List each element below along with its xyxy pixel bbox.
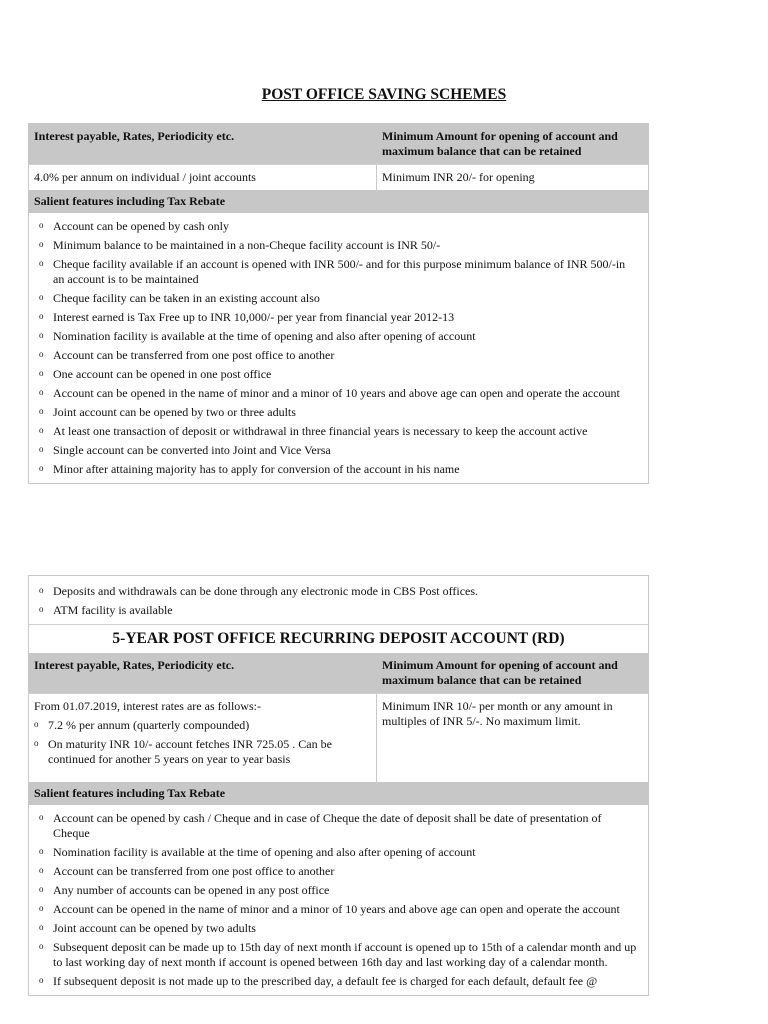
rd-feature-item-text: If subsequent deposit is not made up to the prescribed day, a default fee is charged for each default, default fee @ <box>53 974 598 988</box>
savings-feature-item-text: Interest earned is Tax Free up to INR 10,000/- per year from financial year 2012-13 <box>53 310 455 324</box>
savings-feature-item-text: Cheque facility can be taken in an existing account also <box>53 291 320 305</box>
rd-rate-intro: From 01.07.2019, interest rates are as follows:- <box>34 699 261 713</box>
savings-header-row <box>29 124 648 164</box>
bullet-icon: o <box>39 585 44 595</box>
savings-feature-item <box>39 329 638 344</box>
savings-col2-header: Minimum Amount for opening of account and maximum balance that can be retained <box>382 129 618 158</box>
savings-feature-item-text: Cheque facility available if an account is opened with INR 500/- and for this purpose minimum balance of INR 500/-in an account is to be maintained <box>53 257 626 286</box>
rd-features-header: Salient features including Tax Rebate <box>29 782 648 805</box>
savings-feature-item-text: Nomination facility is available at the time of opening and also after opening of account <box>53 329 476 343</box>
bullet-icon: o <box>34 738 39 748</box>
continued-features-list <box>29 576 648 624</box>
savings-scheme-table <box>28 123 649 484</box>
rd-title: 5-YEAR POST OFFICE RECURRING DEPOSIT ACCOUNT (RD) <box>29 624 648 653</box>
savings-feature-item-text: Account can be transferred from one post office to another <box>53 348 335 362</box>
bullet-icon: o <box>39 444 44 454</box>
bullet-icon: o <box>34 719 39 729</box>
bullet-icon: o <box>39 604 44 614</box>
page-title: POST OFFICE SAVING SCHEMES <box>261 86 507 103</box>
savings-feature-item-text: Minimum balance to be maintained in a non-Cheque facility account is INR 50/- <box>53 238 441 252</box>
rd-feature-item <box>39 921 638 936</box>
rd-header-row <box>29 653 648 693</box>
rd-feature-item <box>39 864 638 879</box>
savings-features-header: Salient features including Tax Rebate <box>29 190 648 213</box>
savings-feature-item <box>39 257 638 287</box>
savings-feature-item <box>39 310 638 325</box>
bullet-icon: o <box>39 922 44 932</box>
bullet-icon: o <box>39 349 44 359</box>
rd-feature-item <box>39 940 638 970</box>
savings-feature-item <box>39 238 638 253</box>
rd-feature-item-text: Subsequent deposit can be made up to 15th day of next month if account is opened up to 15th of a calendar month and up to last working day of next month if account is opened between 16th day and last working day of a calendar month. <box>53 940 637 969</box>
continued-feature-item <box>39 603 638 618</box>
bullet-icon: o <box>39 368 44 378</box>
rd-rate-item-text: 7.2 % per annum (quarterly compounded) <box>48 718 250 732</box>
rd-feature-item-text: Account can be opened by cash / Cheque and in case of Cheque the date of deposit shall be date of presentation of Cheque <box>53 811 602 840</box>
rd-minimum: Minimum INR 10/- per month or any amount in multiples of INR 5/-. No maximum limit. <box>382 699 613 728</box>
bullet-icon: o <box>39 865 44 875</box>
savings-feature-item-text: Joint account can be opened by two or three adults <box>53 405 296 419</box>
savings-feature-item <box>39 405 638 420</box>
bullet-icon: o <box>39 846 44 856</box>
savings-feature-item-text: One account can be opened in one post office <box>53 367 272 381</box>
rd-feature-item-text: Account can be transferred from one post office to another <box>53 864 335 878</box>
savings-col1-header: Interest payable, Rates, Periodicity etc. <box>34 129 235 143</box>
rd-rate-row <box>29 693 648 782</box>
savings-feature-item <box>39 367 638 382</box>
savings-feature-item-text: Single account can be converted into Joint and Vice Versa <box>53 443 331 457</box>
savings-feature-item-text: Minor after attaining majority has to apply for conversion of the account in his name <box>53 462 460 476</box>
bullet-icon: o <box>39 975 44 985</box>
bullet-icon: o <box>39 463 44 473</box>
rd-feature-item-text: Account can be opened in the name of minor and a minor of 10 years and above age can open and operate the account <box>53 902 620 916</box>
rd-rate-cell <box>29 694 377 782</box>
rd-feature-item <box>39 974 638 989</box>
savings-feature-item <box>39 291 638 306</box>
savings-feature-item <box>39 386 638 401</box>
rd-feature-item-text: Nomination facility is available at the time of opening and also after opening of account <box>53 845 476 859</box>
rd-col1-header: Interest payable, Rates, Periodicity etc. <box>34 658 235 672</box>
savings-feature-item <box>39 443 638 458</box>
bullet-icon: o <box>39 812 44 822</box>
savings-feature-item <box>39 219 638 234</box>
rd-feature-item <box>39 883 638 898</box>
bullet-icon: o <box>39 425 44 435</box>
bullet-icon: o <box>39 330 44 340</box>
savings-feature-item <box>39 424 638 439</box>
continued-feature-item <box>39 584 638 599</box>
rd-features-list <box>29 805 648 995</box>
bullet-icon: o <box>39 941 44 951</box>
rd-feature-item <box>39 902 638 917</box>
rd-feature-item-text: Any number of accounts can be opened in any post office <box>53 883 330 897</box>
rd-feature-item <box>39 811 638 841</box>
bullet-icon: o <box>39 220 44 230</box>
savings-minimum: Minimum INR 20/- for opening <box>382 170 535 184</box>
savings-feature-item-text: Account can be opened in the name of minor and a minor of 10 years and above age can open and operate the account <box>53 386 620 400</box>
rd-rate-list <box>34 714 371 767</box>
rd-rate-item <box>34 718 371 733</box>
bullet-icon: o <box>39 311 44 321</box>
savings-feature-item <box>39 348 638 363</box>
bullet-icon: o <box>39 258 44 268</box>
rd-feature-item-text: Joint account can be opened by two adults <box>53 921 256 935</box>
rd-feature-item <box>39 845 638 860</box>
bullet-icon: o <box>39 292 44 302</box>
rd-col2-header: Minimum Amount for opening of account and maximum balance that can be retained <box>382 658 618 687</box>
savings-feature-item-text: At least one transaction of deposit or withdrawal in three financial years is necessary to keep the account active <box>53 424 588 438</box>
bullet-icon: o <box>39 406 44 416</box>
rd-rate-item-text: On maturity INR 10/- account fetches INR 725.05 . Can be continued for another 5 years on year to year basis <box>48 737 332 766</box>
continued-feature-item-text: Deposits and withdrawals can be done through any electronic mode in CBS Post offices. <box>53 584 479 598</box>
rd-scheme-table <box>28 575 649 996</box>
savings-feature-item-text: Account can be opened by cash only <box>53 219 229 233</box>
bullet-icon: o <box>39 387 44 397</box>
savings-features-list <box>29 213 648 483</box>
bullet-icon: o <box>39 239 44 249</box>
rd-rate-item <box>34 737 371 767</box>
savings-rate-row <box>29 164 648 190</box>
savings-rate: 4.0% per annum on individual / joint accounts <box>29 165 377 190</box>
bullet-icon: o <box>39 903 44 913</box>
continued-feature-item-text: ATM facility is available <box>53 603 173 617</box>
bullet-icon: o <box>39 884 44 894</box>
savings-feature-item <box>39 462 638 477</box>
